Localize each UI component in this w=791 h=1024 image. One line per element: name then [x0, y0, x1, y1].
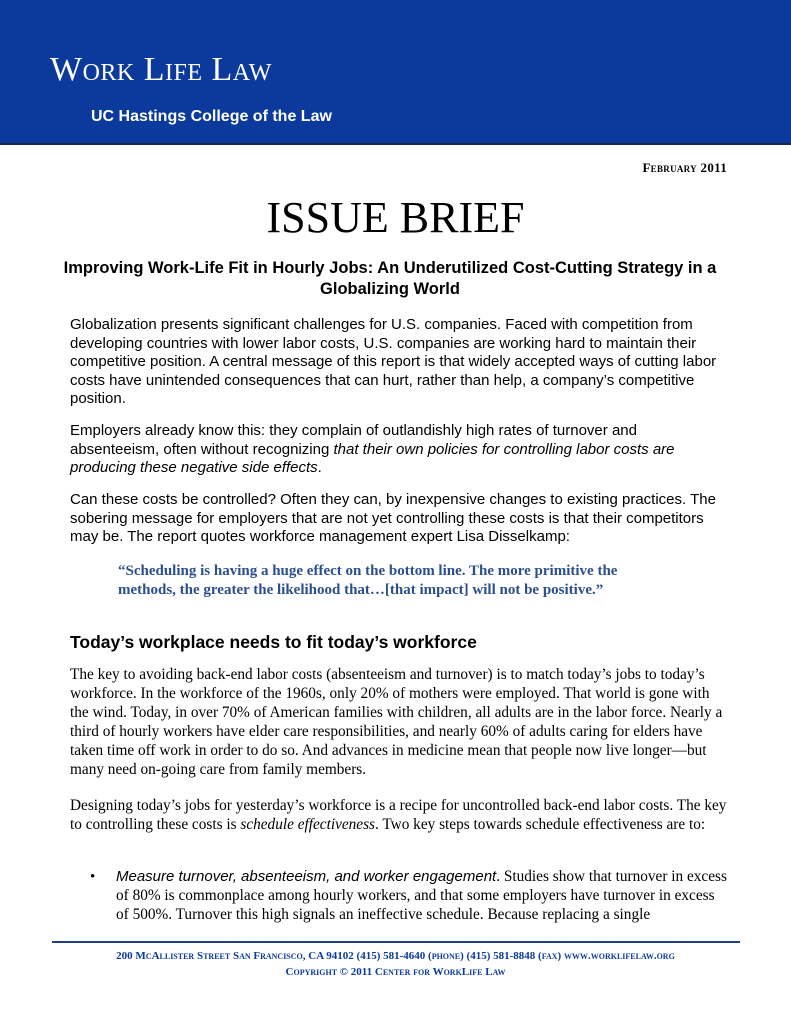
intro-paragraph-3: Can these costs be controlled? Often they can, by inexpensive changes to existing practices. The sobering message for employers that are not yet controlling these costs is that their competitors may be. The report quotes workforce management expert Lisa Disselkamp: [70, 491, 716, 545]
footer-divider [52, 941, 740, 943]
section-heading: Today’s workplace needs to fit today’s workforce [70, 632, 477, 652]
intro-paragraph-2-italic: that their own policies for controlling labor costs are producing these negative side effects [70, 440, 675, 476]
section-paragraph-2-italic: schedule effectiveness [240, 815, 376, 833]
footer-address: 200 McAllister Street San Francisco, CA 94102 (415) 581-4640 (phone) (415) 581-8848 (fax) www.worklifelaw.org [116, 950, 675, 962]
bullet-item [116, 868, 730, 925]
section-paragraph-1: The key to avoiding back-end labor costs (absenteeism and turnover) is to match today’s jobs to today’s workforce. In the workforce of the 1960s, only 20% of mothers were employed. That world is gone with the wind. Today, in over 70% of American families with children, all adults are in the labor force. Nearly a third of hourly workers have elder care responsibilities, and nearly 60% of adults caring for elders have taken time off work in order to do so. And advances in medicine mean that people now live longer—but many need on-going care from family members. [70, 666, 723, 778]
section-paragraph-2-end: . Two key steps towards schedule effectiveness are to: [375, 815, 706, 833]
issue-date: February 2011 [642, 160, 727, 175]
document-subtitle: Improving Work-Life Fit in Hourly Jobs: An Underutilized Cost-Cutting Strategy in a Globalizing World [63, 259, 717, 298]
expert-quote: “Scheduling is having a huge effect on the bottom line. The more primitive the methods, the greater the likelihood that…[that impact] will not be positive.” [118, 563, 618, 598]
bullet-body: . Studies show that turnover in excess of 80% is commonplace among hourly workers, and that some employers have turnover in excess of 500%. Turnover this high signals an ineffective schedule. Because replacing a single [116, 868, 727, 923]
header-banner [0, 0, 791, 145]
section-paragraph-2-start: Designing today’s jobs for yesterday’s workforce is a recipe for uncontrolled back-end labor costs. The key to controlling these costs is [70, 797, 727, 833]
intro-paragraph-1: Globalization presents significant challenges for U.S. companies. Faced with competition from developing countries with lower labor costs, U.S. companies are working hard to maintain their competitive position. A central message of this report is that widely accepted ways of cutting labor costs have unintended consequences that can hurt, rather than help, a company’s competitive position. [70, 316, 717, 407]
intro-paragraph-2 [70, 422, 730, 478]
school-name: UC Hastings College of the Law [91, 108, 332, 125]
footer-copyright: Copyright © 2011 Center for WorkLife Law [285, 966, 506, 978]
intro-paragraph-2-end: . [317, 459, 322, 476]
bullet-marker: • [90, 869, 96, 885]
bullet-lead: Measure turnover, absenteeism, and worker engagement [116, 868, 497, 885]
section-paragraph-2 [70, 797, 730, 835]
intro-paragraph-2-start: Employers already know this: they complain of outlandishly high rates of turnover and absenteeism, often without recognizing [70, 422, 637, 458]
document-title: ISSUE BRIEF [266, 193, 525, 242]
org-name: Work Life Law [50, 51, 272, 88]
